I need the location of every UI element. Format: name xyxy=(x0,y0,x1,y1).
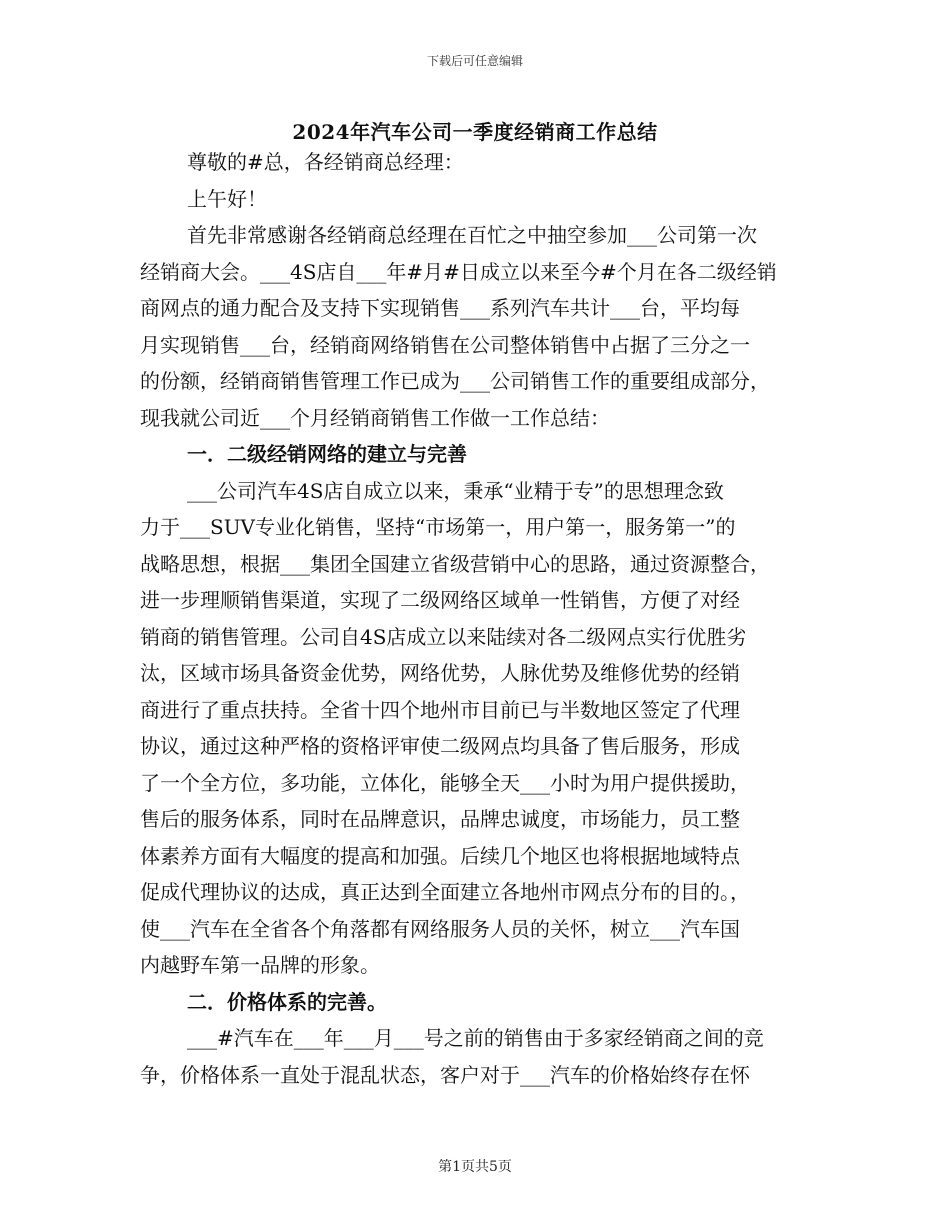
paragraph-line: 体素养方面有大幅度的提高和加强。后续几个地区也将根据地域特点 xyxy=(140,843,740,868)
paragraph-line: 现我就公司近___个月经销商销售工作做一工作总结： xyxy=(140,405,610,430)
paragraph-line: 协议，通过这种严格的资格评审使二级网点均具备了售后服务，形成 xyxy=(140,734,740,758)
document-body xyxy=(140,144,820,1093)
paragraph-line: 争，价格体系一直处于混乱状态，客户对于___汽车的价格始终存在怀 xyxy=(140,1062,750,1087)
paragraph-line: 经销商大会。___4S店自___年#月#日成立以来至今#个月在各二级经销 xyxy=(140,259,777,284)
header-note: 下载后可任意编辑 xyxy=(426,54,523,68)
paragraph-line: 商进行了重点扶持。全省十四个地州市目前已与半数地区签定了代理 xyxy=(140,697,740,722)
document-title: 2024年汽车公司一季度经销商工作总结 xyxy=(292,120,658,144)
paragraph-line: 汰，区域市场具备资金优势，网络优势，人脉优势及维修优势的经销 xyxy=(140,661,740,685)
paragraph-line: 了一个全方位，多功能，立体化，能够全天___小时为用户提供援助， xyxy=(140,770,750,795)
paragraph-line: 力于___SUV专业化销售，坚持“市场第一，用户第一，服务第一”的 xyxy=(140,515,736,539)
paragraph-line: 战略思想，根据___集团全国建立省级营销中心的思路，通过资源整合， xyxy=(140,551,770,576)
paragraph-line: 销商的销售管理。公司自4S店成立以来陆续对各二级网点实行优胜劣 xyxy=(140,624,747,649)
paragraph-line: 促成代理协议的达成，真正达到全面建立各地州市网点分布的目的。， xyxy=(140,880,750,904)
paragraph-line: 使___汽车在全省各个角落都有网络服务人员的关怀，树立___汽车国 xyxy=(140,916,740,941)
salutation: 尊敬的#总，各经销商总经理： xyxy=(187,150,464,174)
paragraph-line: ___公司汽车4S店自成立以来，秉承“业精于专”的思想理念致 xyxy=(187,478,724,503)
paragraph-line: 内越野车第一品牌的形象。 xyxy=(140,953,380,977)
paragraph-line: 月实现销售___台，经销商网络销售在公司整体销售中占据了三分之一 xyxy=(140,332,750,357)
greeting: 上午好！ xyxy=(187,186,267,211)
paragraph-line: 售后的服务体系，同时在品牌意识，品牌忠诚度，市场能力，员工整 xyxy=(140,807,740,831)
paragraph-line: 的份额，经销商销售管理工作已成为___公司销售工作的重要组成部分， xyxy=(140,369,770,393)
paragraph-line: 首先非常感谢各经销商总经理在百忙之中抽空参加___公司第一次 xyxy=(187,223,757,247)
paragraph-line: 商网点的通力配合及支持下实现销售___系列汽车共计___台，平均每 xyxy=(140,296,740,320)
paragraph-line: ___#汽车在___年___月___号之前的销售由于多家经销商之间的竞 xyxy=(187,1026,764,1050)
paragraph-line: 进一步理顺销售渠道，实现了二级网络区域单一性销售，方便了对经 xyxy=(140,588,740,612)
section-heading: 二．价格体系的完善。 xyxy=(187,989,387,1014)
section-heading: 一．二级经销网络的建立与完善 xyxy=(187,442,467,466)
page-footer: 第1页共5页 xyxy=(438,1159,512,1175)
